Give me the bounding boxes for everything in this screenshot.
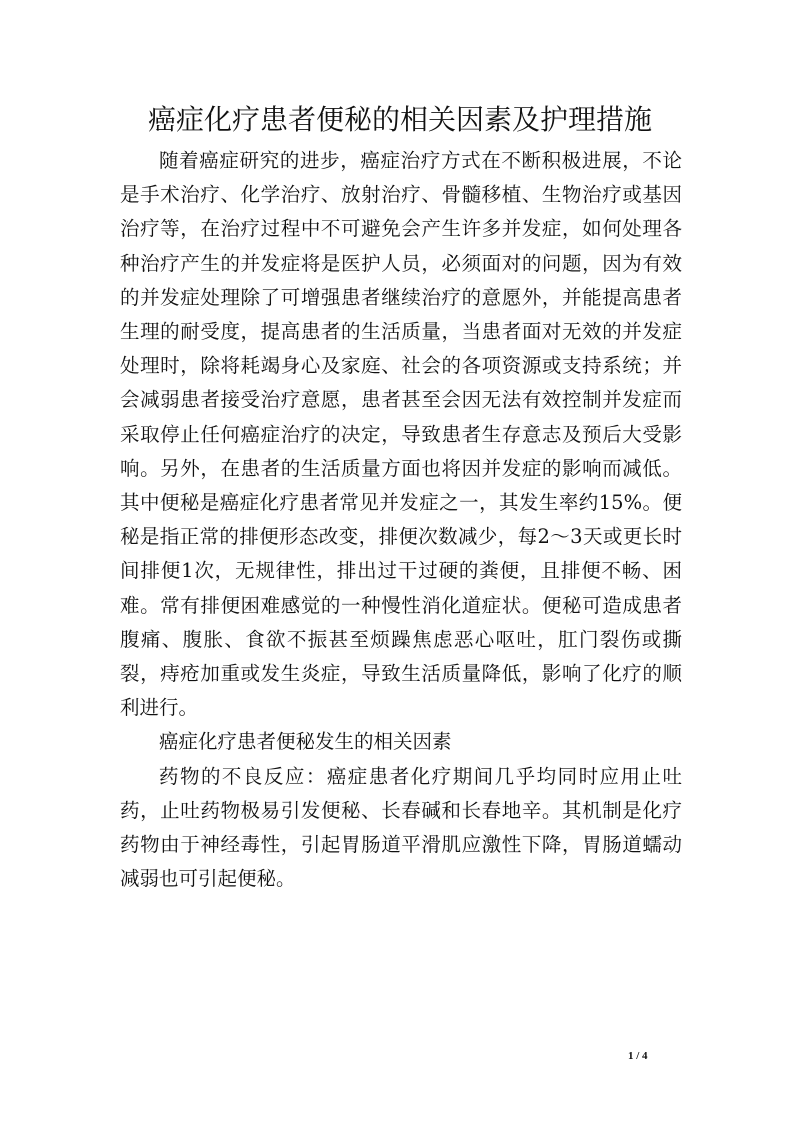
paragraph-drug-side-effects: 药物的不良反应：癌症患者化疗期间几乎均同时应用止吐药，止吐药物极易引发便秘、长春碱和长春地辛。其机制是化疗药物由于神经毒性，引起胃肠道平滑肌应激性下降，胃肠道蠕动减弱也可引起便秘。: [120, 764, 682, 891]
section-heading: 癌症化疗患者便秘发生的相关因素: [159, 730, 452, 754]
page-number: 1 / 4: [628, 1050, 648, 1062]
document-title: 癌症化疗患者便秘的相关因素及护理措施: [147, 103, 652, 136]
document-body: [120, 144, 682, 896]
paragraph-intro: 随着癌症研究的进步，癌症治疗方式在不断积极进展，不论是手术治疗、化学治疗、放射治疗、骨髓移植、生物治疗或基因治疗等，在治疗过程中不可避免会产生许多并发症，如何处理各种治疗产生的并发症将是医护人员，必须面对的问题，因为有效的并发症处理除了可增强患者继续治疗的意愿外，并能提高患者生理的耐受度，提高患者的生活质量，当患者面对无效的并发症处理时，除将耗竭身心及家庭、社会的各项资源或支持系统；并会减弱患者接受治疗意愿，患者甚至会因无法有效控制并发症而采取停止任何癌症治疗的决定，导致患者生存意志及预后大受影响。另外，在患者的生活质量方面也将因并发症的影响而减低。其中便秘是癌症化疗患者常见并发症之一，其发生率约15%。便秘是指正常的排便形态改变，排便次数减少，每2～3天或更长时间排便1次，无规律性，排出过干过硬的粪便，且排便不畅、困难。常有排便困难感觉的一种慢性消化道症状。便秘可造成患者腹痛、腹胀、食欲不振甚至烦躁焦虑恶心呕吐，肛门裂伤或撕裂，痔疮加重或发生炎症，导致生活质量降低，影响了化疗的顺利进行。: [120, 149, 682, 720]
